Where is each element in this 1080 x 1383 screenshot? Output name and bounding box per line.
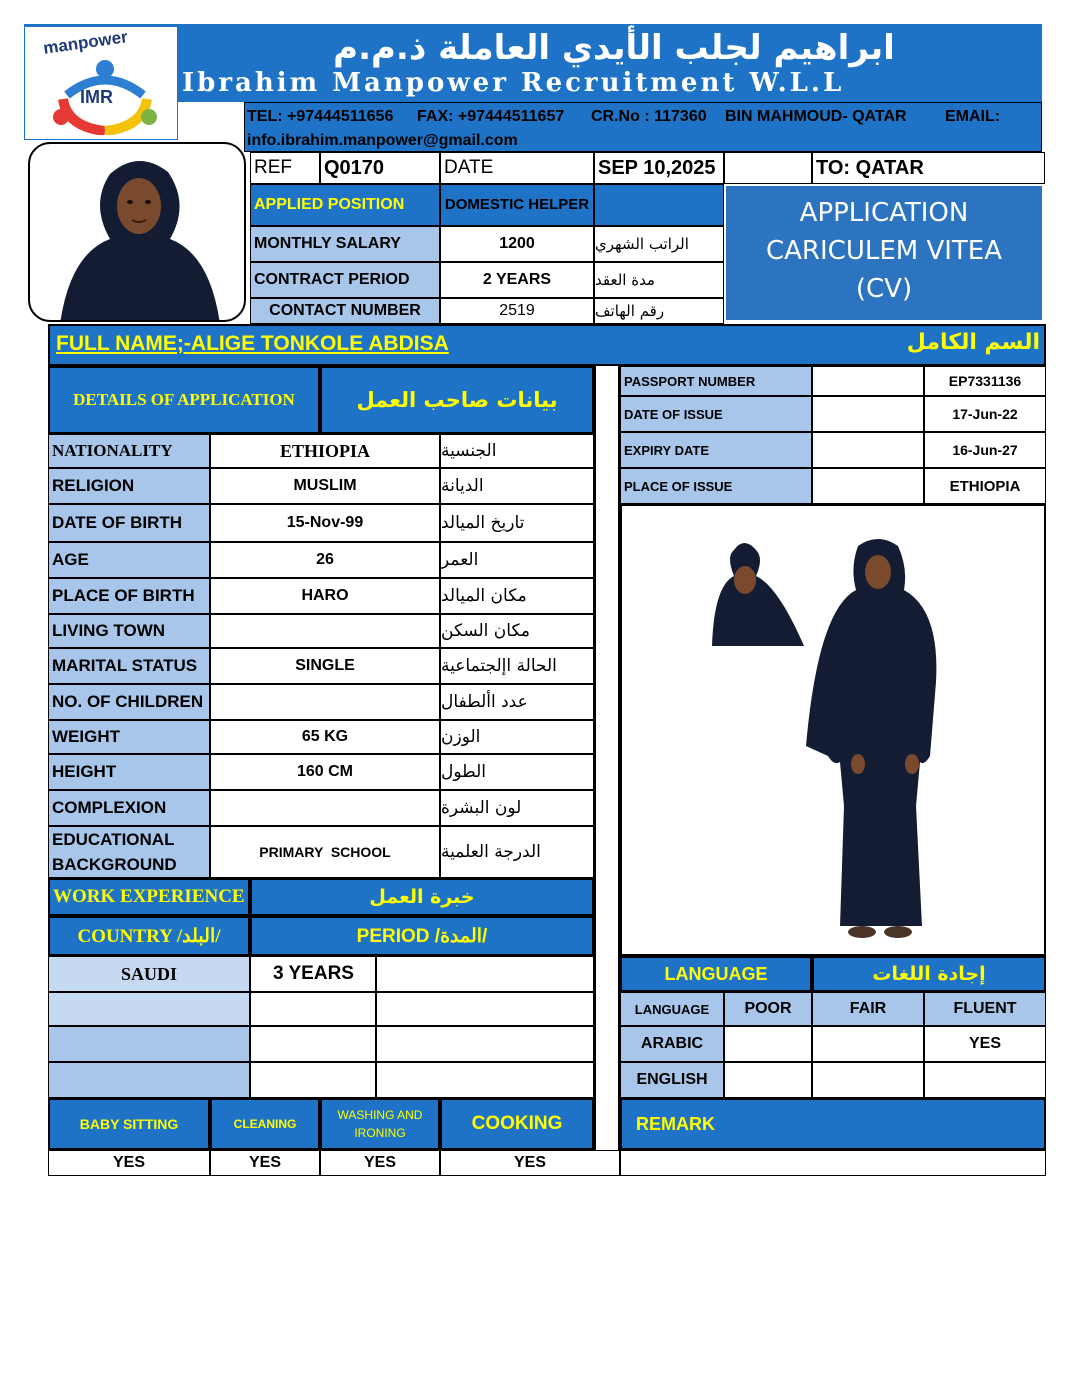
contract-period-ar: مدة العقد (594, 262, 724, 298)
cv-title-box (726, 186, 1042, 320)
work-row-3-extra (376, 1026, 594, 1062)
language-arabic-poor (724, 1026, 812, 1062)
work-row-2-period (250, 992, 376, 1026)
skill-washing-value: YES (320, 1150, 440, 1176)
detail-religion-ar: الديانة (440, 468, 594, 504)
monthly-salary-label: MONTHLY SALARY (250, 226, 440, 262)
contract-period-label: CONTRACT PERIOD (250, 262, 440, 298)
detail-complexion-label: COMPLEXION (48, 790, 210, 826)
address-text: BIN MAHMOUD- QATAR (725, 108, 907, 125)
detail-dob-label: DATE OF BIRTH (48, 504, 210, 542)
monthly-salary-ar: الراتب الشهري (594, 226, 724, 262)
expiry-date-value: 16-Jun-27 (924, 432, 1046, 468)
fax-text: FAX: +97444511657 (417, 108, 565, 125)
contact-number-ar: رقم الهاتف (594, 298, 724, 324)
detail-education-value: PRIMARY SCHOOL (210, 826, 440, 878)
date-value: SEP 10,2025 (594, 152, 724, 184)
applied-position-empty (594, 184, 724, 226)
detail-height-label: HEIGHT (48, 754, 210, 790)
logo-text-mid: IMR (80, 87, 113, 107)
language-english-name: ENGLISH (620, 1062, 724, 1098)
work-title-ar: خبرة العمل (250, 878, 594, 916)
language-col-fluent: FLUENT (924, 992, 1046, 1026)
detail-age-label: AGE (48, 542, 210, 578)
skill-baby-sitting-label: BABY SITTING (48, 1098, 210, 1150)
detail-age-ar: العمر (440, 542, 594, 578)
detail-height-ar: الطول (440, 754, 594, 790)
date-label: DATE (440, 152, 594, 184)
detail-marital-value: SINGLE (210, 648, 440, 684)
date-of-issue-value: 17-Jun-22 (924, 396, 1046, 432)
detail-weight-ar: الوزن (440, 720, 594, 754)
language-col-fair: FAIR (812, 992, 924, 1026)
applied-position-value: DOMESTIC HELPER (440, 184, 594, 226)
detail-living-town-ar: مكان السكن (440, 614, 594, 648)
logo-text-top: manpower (42, 27, 129, 58)
skill-cooking-label: COOKING (440, 1098, 594, 1150)
language-english-fair (812, 1062, 924, 1098)
work-row-2-country (48, 992, 250, 1026)
ref-gap (724, 152, 812, 184)
skill-cleaning-value: YES (210, 1150, 320, 1176)
full-name-label: FULL NAME;-ALIGE TONKOLE ABDISA (56, 332, 449, 355)
remark-label: REMARK (620, 1098, 1046, 1150)
ref-value: Q0170 (320, 152, 440, 184)
contract-period-value: 2 YEARS (440, 262, 594, 298)
skill-washing-label: WASHING AND IRONING (320, 1098, 440, 1150)
detail-children-label: NO. OF CHILDREN (48, 684, 210, 720)
detail-marital-ar: الحالة اإلجتماعية (440, 648, 594, 684)
skill-cooking-value: YES (440, 1150, 620, 1176)
detail-pob-value: HARO (210, 578, 440, 614)
place-of-issue-value: ETHIOPIA (924, 468, 1046, 504)
detail-pob-ar: مكان الميالد (440, 578, 594, 614)
language-title-ar: إجادة اللغات (812, 956, 1046, 992)
expiry-date-gap (812, 432, 924, 468)
section-divider (594, 366, 620, 1150)
detail-weight-value: 65 KG (210, 720, 440, 754)
monthly-salary-value: 1200 (440, 226, 594, 262)
detail-height-value: 160 CM (210, 754, 440, 790)
language-col-language: LANGUAGE (620, 992, 724, 1026)
detail-living-town-label: LIVING TOWN (48, 614, 210, 648)
work-country-header: COUNTRY /البلد/ (48, 916, 250, 956)
company-title-arabic: ابراهيم لجلب الأيدي العاملة ذ.م.م (333, 28, 895, 68)
remark-value (620, 1150, 1046, 1176)
details-title-ar: بيانات صاحب العمل (320, 366, 594, 434)
passport-number-label: PASSPORT NUMBER (620, 366, 812, 396)
cv-title-line3: (CV) (855, 274, 913, 304)
contact-number-value: 2519 (440, 298, 594, 324)
company-title-english: Ibrahim Manpower Recruitment W.L.L (182, 68, 845, 98)
work-row-3-country (48, 1026, 250, 1062)
cv-title-line2: CARICULEM VITEA (765, 236, 1003, 266)
detail-children-ar: عدد األطفال (440, 684, 594, 720)
detail-nationality-label: NATIONALITY (48, 434, 210, 468)
detail-pob-label: PLACE OF BIRTH (48, 578, 210, 614)
logo (24, 26, 178, 140)
work-period-header: PERIOD /المدة/ (250, 916, 594, 956)
email-text[interactable]: info.ibrahim.manpower@gmail.com (247, 132, 518, 149)
applied-position-label: APPLIED POSITION (250, 184, 440, 226)
email-label: EMAIL: (945, 108, 1001, 125)
work-row-4-country (48, 1062, 250, 1098)
work-row-4-period (250, 1062, 376, 1098)
expiry-date-label: EXPIRY DATE (620, 432, 812, 468)
detail-education-ar: الدرجة العلمية (440, 826, 594, 878)
work-title-en: WORK EXPERIENCE (48, 878, 250, 916)
contact-number-label: CONTACT NUMBER (250, 298, 440, 324)
contact-bar (244, 102, 1042, 152)
detail-complexion-value (210, 790, 440, 826)
date-of-issue-gap (812, 396, 924, 432)
detail-living-town-value (210, 614, 440, 648)
detail-nationality-value: ETHIOPIA (210, 434, 440, 468)
skill-cleaning-label: CLEANING (210, 1098, 320, 1150)
tel-text: TEL: +97444511656 (247, 108, 394, 125)
work-row-2-extra (376, 992, 594, 1026)
work-row-1-extra (376, 956, 594, 992)
passport-number-value: EP7331136 (924, 366, 1046, 396)
work-row-3-period (250, 1026, 376, 1062)
language-arabic-name: ARABIC (620, 1026, 724, 1062)
date-of-issue-label: DATE OF ISSUE (620, 396, 812, 432)
language-title-en: LANGUAGE (620, 956, 812, 992)
detail-nationality-ar: الجنسية (440, 434, 594, 468)
portrait-photo (28, 142, 246, 322)
detail-marital-label: MARITAL STATUS (48, 648, 210, 684)
work-row-1-country: SAUDI (48, 956, 250, 992)
detail-religion-label: RELIGION (48, 468, 210, 504)
detail-dob-value: 15-Nov-99 (210, 504, 440, 542)
detail-age-value: 26 (210, 542, 440, 578)
passport-number-gap (812, 366, 924, 396)
language-arabic-fluent: YES (924, 1026, 1046, 1062)
full-body-photo (620, 504, 1046, 956)
detail-religion-value: MUSLIM (210, 468, 440, 504)
detail-weight-label: WEIGHT (48, 720, 210, 754)
work-row-4-extra (376, 1062, 594, 1098)
language-english-fluent (924, 1062, 1046, 1098)
full-name-ar: السم الكامل (906, 330, 1040, 355)
cv-title-line1: APPLICATION (799, 198, 969, 228)
work-row-1-period: 3 YEARS (250, 956, 376, 992)
skill-baby-sitting-value: YES (48, 1150, 210, 1176)
place-of-issue-gap (812, 468, 924, 504)
detail-dob-ar: تاريخ الميالد (440, 504, 594, 542)
language-col-poor: POOR (724, 992, 812, 1026)
to-value: TO: QATAR (812, 152, 1045, 184)
ref-label: REF (250, 152, 320, 184)
detail-children-value (210, 684, 440, 720)
details-title-en: DETAILS OF APPLICATION (48, 366, 320, 434)
detail-education-label: EDUCATIONAL BACKGROUND (48, 826, 210, 878)
cr-text: CR.No : 117360 (591, 108, 707, 125)
language-arabic-fair (812, 1026, 924, 1062)
detail-complexion-ar: لون البشرة (440, 790, 594, 826)
place-of-issue-label: PLACE OF ISSUE (620, 468, 812, 504)
language-english-poor (724, 1062, 812, 1098)
